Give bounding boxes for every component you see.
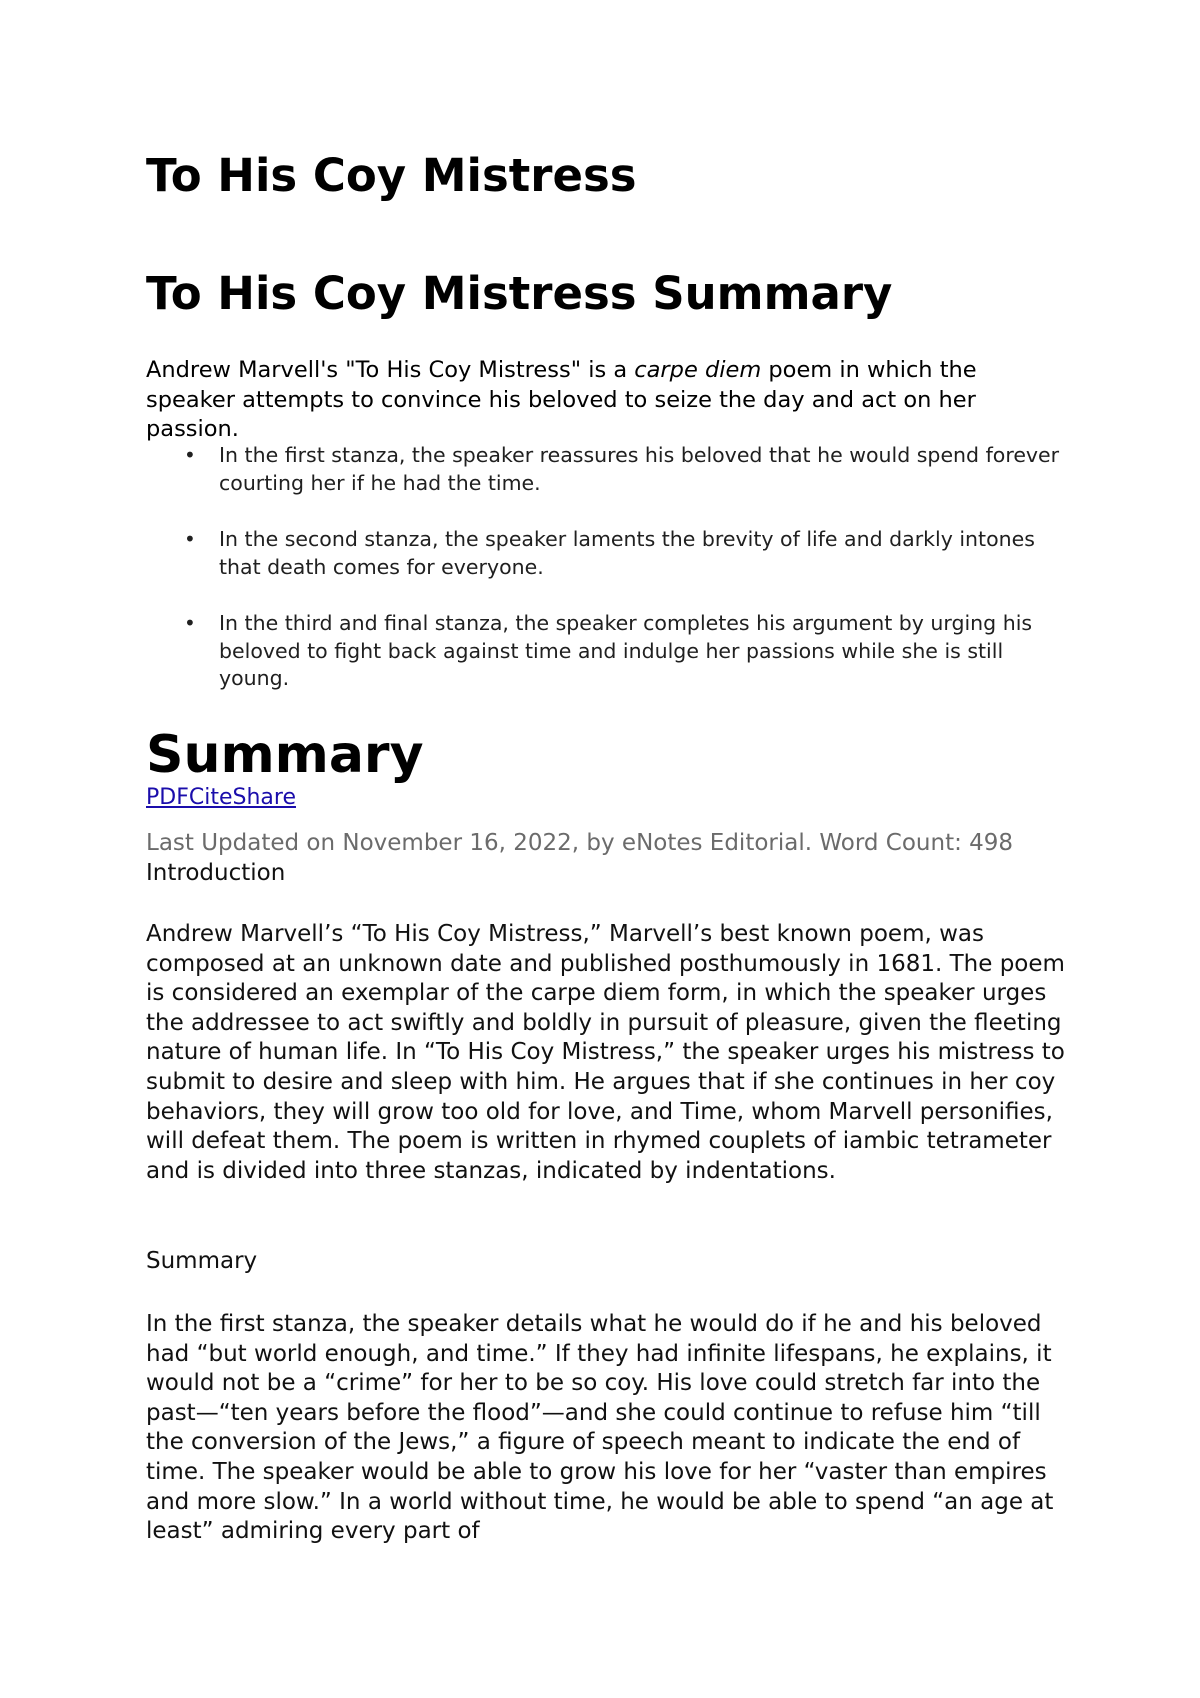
summary-label: Summary xyxy=(146,1248,258,1274)
list-item-text: In the second stanza, the speaker laments the brevity of life and darkly intones that death comes for everyone. xyxy=(219,527,1035,579)
summary-heading: Summary xyxy=(146,725,424,785)
pdf-cite-share-link[interactable]: PDFCiteShare xyxy=(146,785,296,810)
summary-bullet-list xyxy=(146,442,1076,722)
list-item xyxy=(146,442,1076,497)
intro-text-start: Andrew Marvell's "To His Coy Mistress" is a xyxy=(146,357,635,383)
introduction-label: Introduction xyxy=(146,860,286,886)
list-item-text: In the first stanza, the speaker reassures his beloved that he would spend forever courting her if he had the time. xyxy=(219,443,1060,495)
summary-title: To His Coy Mistress Summary xyxy=(146,267,893,320)
bullet-icon: • xyxy=(184,443,196,467)
bullet-icon: • xyxy=(184,611,196,635)
bullet-icon: • xyxy=(184,527,196,551)
introduction-paragraph: Andrew Marvell’s “To His Coy Mistress,” Marvell’s best known poem, was composed at an unknown date and published posthumously in 1681. The poem is considered an exemplar of the carpe diem form, in which the speaker urges the addressee to act swiftly and boldly in pursuit of pleasure, given the fleeting nature of human life. In “To His Coy Mistress,” the speaker urges his mistress to submit to desire and sleep with him. He argues that if she continues in her coy behaviors, they will grow too old for love, and Time, whom Marvell personifies, will defeat them. The poem is written in rhymed couplets of iambic tetrameter and is divided into three stanzas, indicated by indentations. xyxy=(146,921,1065,1184)
intro-paragraph xyxy=(146,356,1066,445)
article-meta: Last Updated on November 16, 2022, by eNotes Editorial. Word Count: 498 xyxy=(146,830,1014,856)
list-item-text: In the third and final stanza, the speaker completes his argument by urging his beloved to fight back against time and indulge her passions while she is still young. xyxy=(219,611,1033,690)
intro-emphasis: carpe diem xyxy=(634,357,762,383)
list-item xyxy=(146,526,1076,581)
intro-text-end: poem in which the speaker attempts to convince his beloved to seize the day and act on her passion. xyxy=(146,357,977,442)
page-title: To His Coy Mistress xyxy=(146,149,637,202)
summary-paragraph: In the first stanza, the speaker details what he would do if he and his beloved had “but world enough, and time.” If they had infinite lifespans, he explains, it would not be a “crime” for her to be so coy. His love could stretch far into the past—“ten years before the flood”—and she could continue to refuse him “till the conversion of the Jews,” a figure of speech meant to indicate the end of time. The speaker would be able to grow his love for her “vaster than empires and more slow.” In a world without time, he would be able to spend “an age at least” admiring every part of xyxy=(146,1311,1054,1545)
list-item xyxy=(146,610,1076,693)
